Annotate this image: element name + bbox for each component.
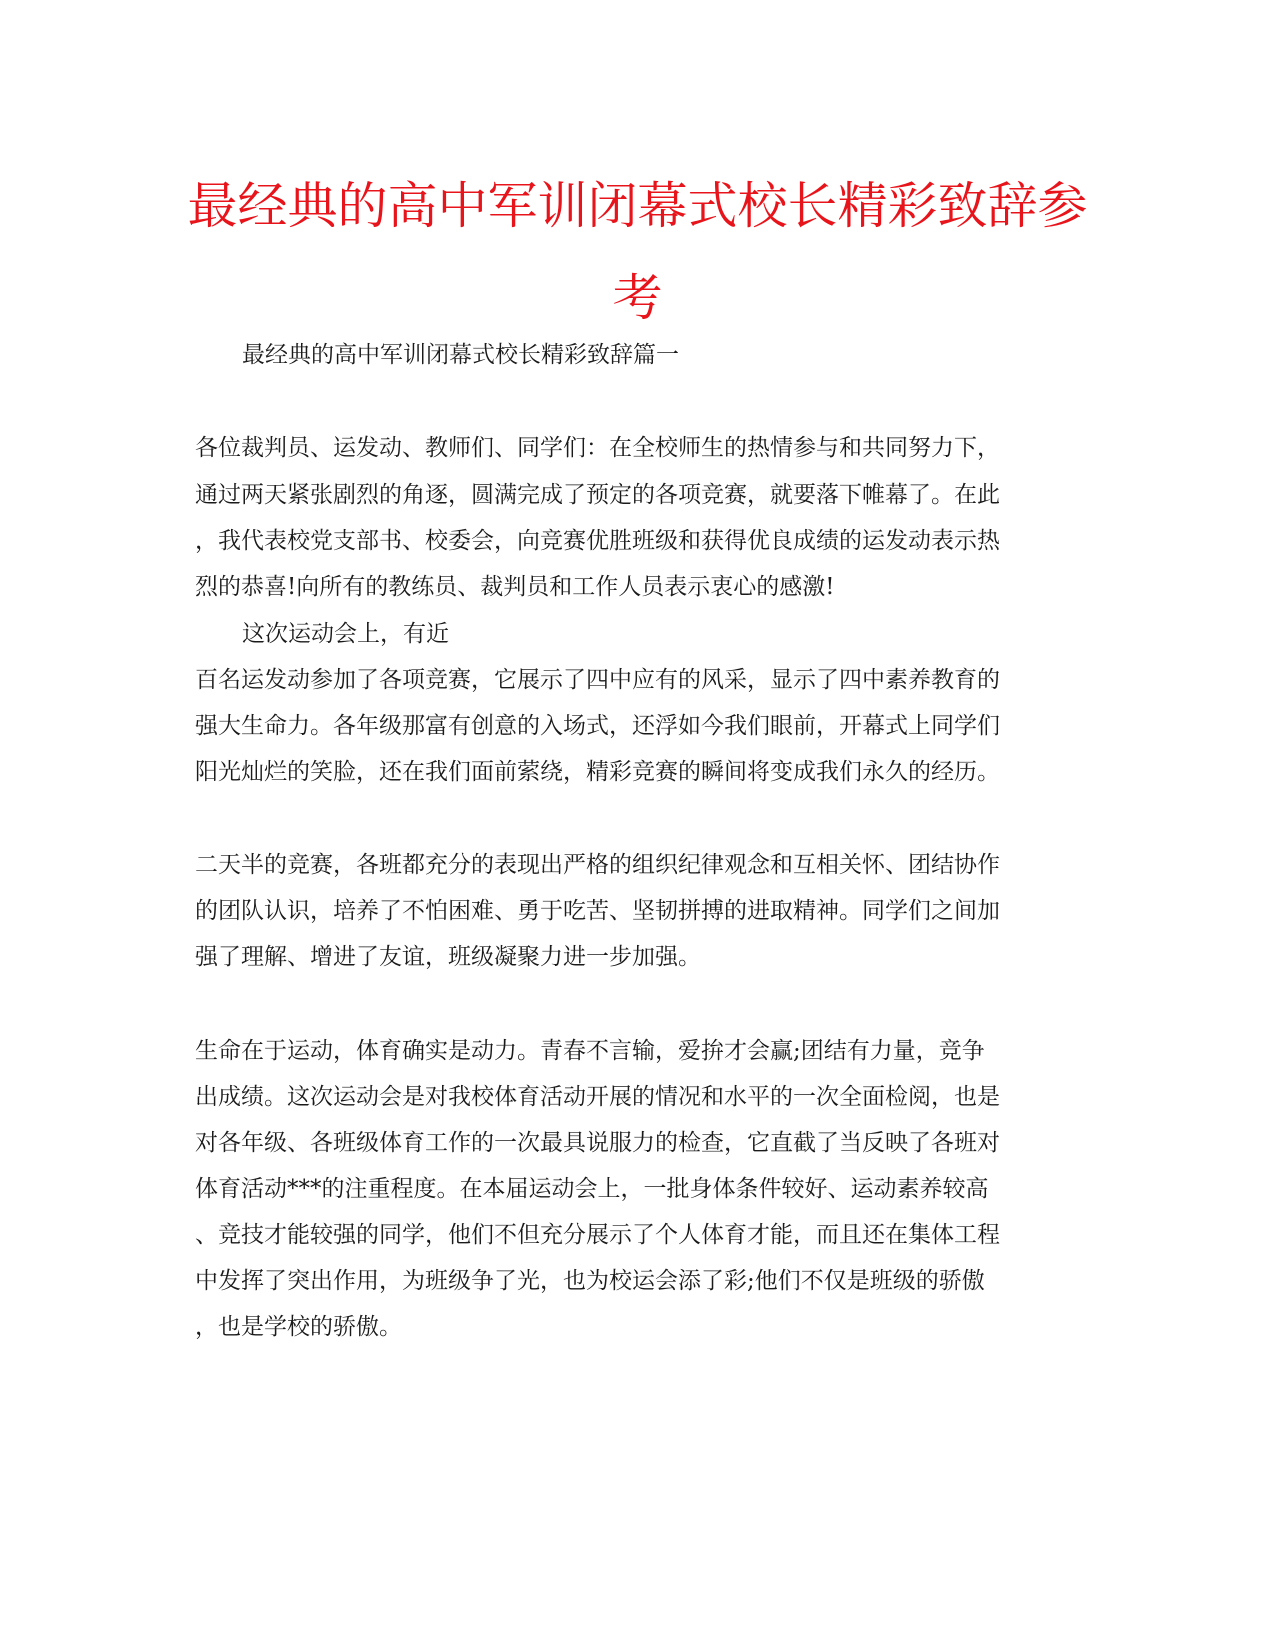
paragraph-line: 百名运发动参加了各项竞赛，它展示了四中应有的风采，显示了四中素养教育的 [195, 667, 1000, 693]
paragraph-line: 这次运动会上，有近 [242, 621, 449, 647]
paragraph-line: 出成绩。这次运动会是对我校体育活动开展的情况和水平的一次全面检阅，也是 [195, 1084, 1000, 1110]
paragraph-line: ，我代表校党支部书、校委会，向竞赛优胜班级和获得优良成绩的运发动表示热 [195, 528, 1000, 554]
paragraph-line: 强了理解、增进了友谊，班级凝聚力进一步加强。 [195, 944, 701, 970]
paragraph-line: 体育活动***的注重程度。在本届运动会上，一批身体条件较好、运动素养较高 [195, 1176, 989, 1202]
paragraph-line: 各位裁判员、运发动、教师们、同学们：在全校师生的热情参与和共同努力下， [195, 435, 1000, 461]
paragraph-line: ，也是学校的骄傲。 [195, 1314, 402, 1340]
paragraph-line: 中发挥了突出作用，为班级争了光，也为校运会添了彩;他们不仅是班级的骄傲 [195, 1268, 985, 1294]
paragraph-line: 通过两天紧张剧烈的角逐，圆满完成了预定的各项竞赛，就要落下帷幕了。在此 [195, 482, 1000, 508]
paragraph-line: 强大生命力。各年级那富有创意的入场式，还浮如今我们眼前，开幕式上同学们 [195, 713, 1000, 739]
paragraph-line: 二天半的竞赛，各班都充分的表现出严格的组织纪律观念和互相关怀、团结协作 [195, 852, 1000, 878]
paragraph-line: 的团队认识，培养了不怕困难、勇于吃苦、坚韧拼搏的进取精神。同学们之间加 [195, 898, 1000, 924]
paragraph-line: 阳光灿烂的笑脸，还在我们面前萦绕，精彩竞赛的瞬间将变成我们永久的经历。 [195, 759, 1000, 785]
paragraph-line: 对各年级、各班级体育工作的一次最具说服力的检查，它直截了当反映了各班对 [195, 1130, 1000, 1156]
paragraph-line: 、竞技才能较强的同学，他们不但充分展示了个人体育才能，而且还在集体工程 [195, 1222, 1000, 1248]
paragraph-line: 生命在于运动，体育确实是动力。青春不言输，爱拚才会赢;团结有力量，竞争 [195, 1038, 985, 1064]
section-heading: 最经典的高中军训闭幕式校长精彩致辞篇一 [242, 342, 679, 368]
document-title: 最经典的高中军训闭幕式校长精彩致辞参考 [187, 177, 1088, 327]
paragraph-line: 烈的恭喜!向所有的教练员、裁判员和工作人员表示衷心的感激! [195, 574, 835, 600]
